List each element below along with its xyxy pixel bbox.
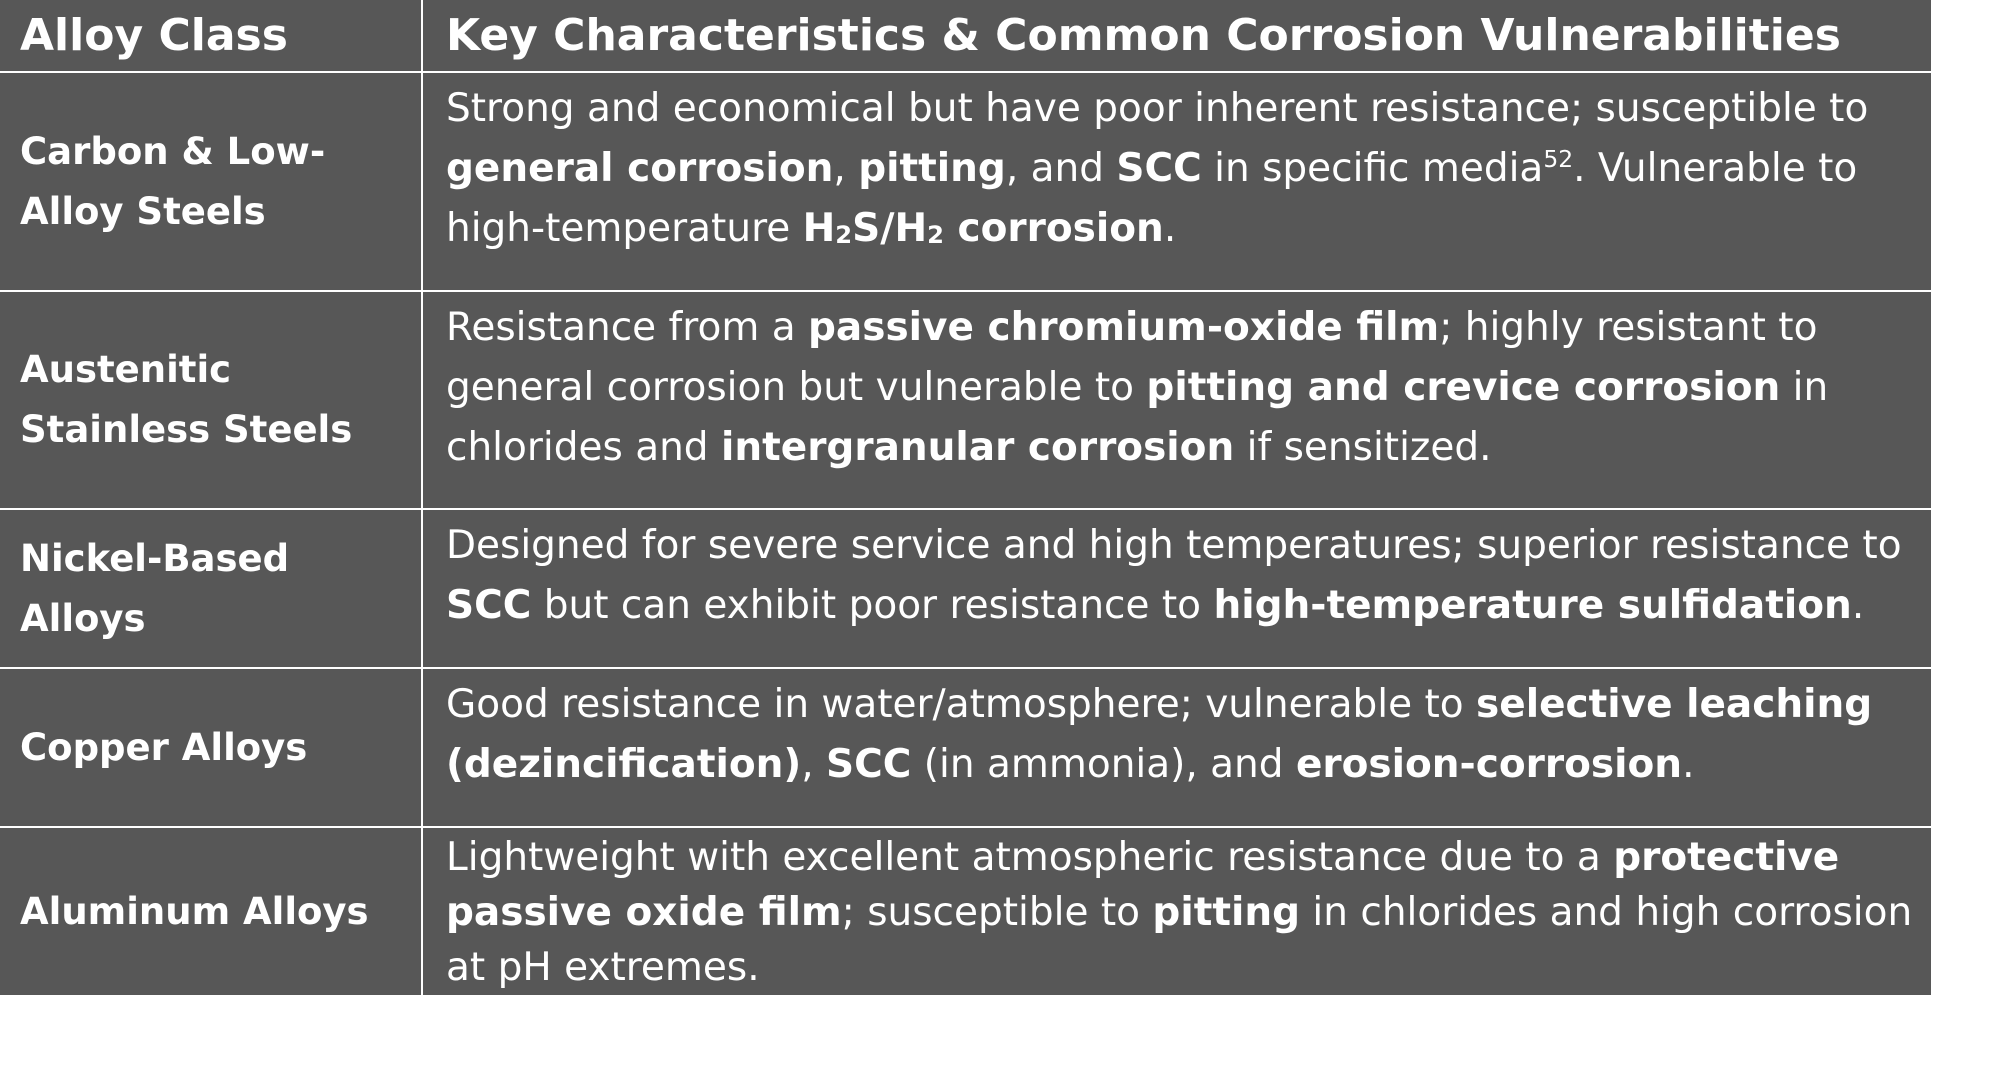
footnote-ref: 52	[1543, 145, 1574, 173]
characteristics-cell: Lightweight with excellent atmospheric resistance due to a protective passive oxide film; susceptible to pitting in chlorides and high corrosion at pH extremes.	[422, 827, 1931, 995]
alloy-class-cell: Aluminum Alloys	[0, 827, 422, 995]
header-alloy-class: Alloy Class	[0, 0, 422, 72]
characteristics-cell: Designed for severe service and high temperatures; superior resistance to SCC but can exhibit poor resistance to high-temperature sulfidation.	[422, 509, 1931, 668]
header-characteristics: Key Characteristics & Common Corrosion Vulnerabilities	[422, 0, 1931, 72]
alloy-class-cell: Austenitic Stainless Steels	[0, 291, 422, 509]
alloy-class-cell: Nickel-Based Alloys	[0, 509, 422, 668]
table-row	[0, 72, 1931, 291]
table-header-row	[0, 0, 1931, 72]
alloy-class-cell: Carbon & Low-Alloy Steels	[0, 72, 422, 291]
characteristics-cell: Strong and economical but have poor inherent resistance; susceptible to general corrosion, pitting, and SCC in specific media$^{52}$. Vulnerable to high-temperature $H_2S/H_2$ corrosion.	[422, 72, 1931, 291]
table-row	[0, 668, 1931, 827]
characteristics-cell: Good resistance in water/atmosphere; vulnerable to selective leaching (dezincification), SCC (in ammonia), and erosion-corrosion.	[422, 668, 1931, 827]
table-row	[0, 509, 1931, 668]
characteristics-cell: Resistance from a passive chromium-oxide film; highly resistant to general corrosion but vulnerable to pitting and crevice corrosion in chlorides and intergranular corrosion if sensitized.	[422, 291, 1931, 509]
table-row	[0, 291, 1931, 509]
table-row	[0, 827, 1931, 995]
alloy-class-cell: Copper Alloys	[0, 668, 422, 827]
